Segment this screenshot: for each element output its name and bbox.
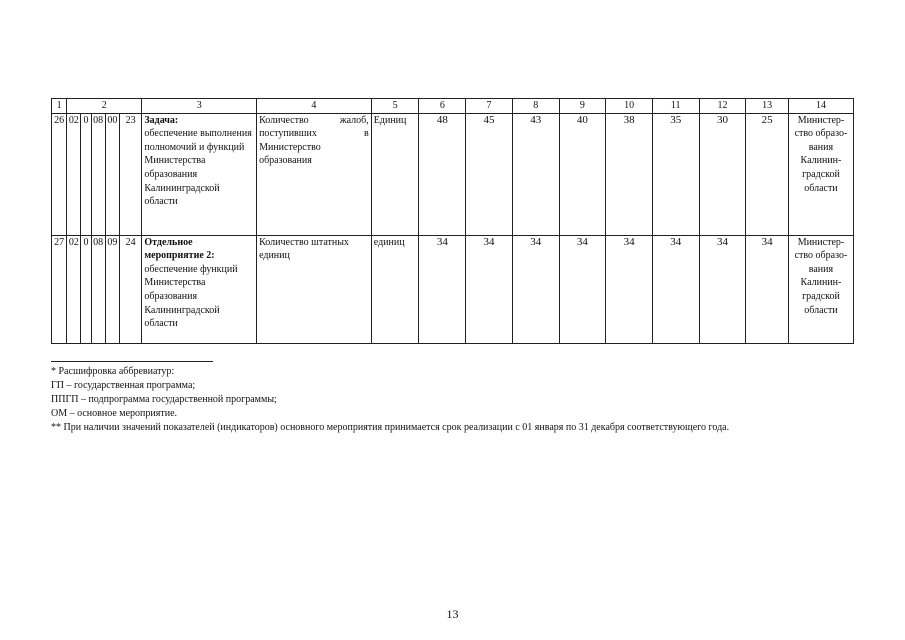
task-title: Отдельное мероприятие 2: [144, 236, 215, 262]
task-text: обеспечение функций Министерства образования Калининградской области [144, 263, 238, 330]
value-cell: 34 [419, 235, 466, 343]
code-cell: 08 [91, 113, 105, 235]
value-cell: 34 [466, 235, 513, 343]
value-cell: 34 [512, 235, 559, 343]
footnote-separator [51, 361, 213, 362]
header-cell: 14 [788, 99, 853, 114]
task-title: Задача: [144, 114, 179, 126]
unit-cell: единиц [371, 235, 419, 343]
header-cell: 9 [559, 99, 606, 114]
value-cell: 34 [746, 235, 789, 343]
code-cell: 0 [81, 235, 91, 343]
value-cell: 43 [512, 113, 559, 235]
executor-cell: Министер-ство образо-вания Калинин-градской области [788, 113, 853, 235]
code-cell: 08 [91, 235, 105, 343]
footnotes [51, 365, 871, 435]
page-number: 13 [446, 607, 459, 621]
footnote-ppgp: ППГП – подпрограмма государственной программы; [51, 394, 277, 405]
table-row [52, 113, 854, 235]
header-cell: 5 [371, 99, 419, 114]
code-cell: 00 [105, 113, 119, 235]
header-cell: 10 [606, 99, 653, 114]
footnote-gp: ГП – государственная программа; [51, 380, 196, 391]
header-cell: 6 [419, 99, 466, 114]
value-cell: 34 [606, 235, 653, 343]
code-cell: 0 [81, 113, 91, 235]
code-cell: 02 [67, 235, 81, 343]
footnote-double-star: ** При наличии значений показателей (индикаторов) основного мероприятия принимается срок реализации с 01 января по 31 декабря соответствующего года. [51, 422, 730, 433]
unit-cell: Единиц [371, 113, 419, 235]
value-cell: 34 [699, 235, 746, 343]
value-cell: 48 [419, 113, 466, 235]
header-cell: 1 [52, 99, 67, 114]
header-row [52, 99, 854, 114]
value-cell: 30 [699, 113, 746, 235]
indicator-cell: Количество штатных единиц [257, 235, 372, 343]
value-cell: 34 [559, 235, 606, 343]
value-cell: 38 [606, 113, 653, 235]
header-cell: 8 [512, 99, 559, 114]
table-row [52, 235, 854, 343]
value-cell: 34 [652, 235, 699, 343]
header-cell: 13 [746, 99, 789, 114]
row-number: 27 [52, 235, 67, 343]
task-cell [142, 235, 257, 343]
code-cell: 23 [119, 113, 141, 235]
header-cell: 12 [699, 99, 746, 114]
row-number: 26 [52, 113, 67, 235]
footnote-om: ОМ – основное мероприятие. [51, 408, 178, 419]
indicator-cell: Количество жалоб, поступивших в Министерство образования [257, 113, 372, 235]
header-cell: 3 [142, 99, 257, 114]
header-cell: 2 [67, 99, 142, 114]
indicators-table [51, 98, 854, 344]
code-cell: 09 [105, 235, 119, 343]
header-cell: 4 [257, 99, 372, 114]
header-cell: 11 [652, 99, 699, 114]
value-cell: 35 [652, 113, 699, 235]
code-cell: 24 [119, 235, 141, 343]
footnote-title: * Расшифровка аббревиатур: [51, 366, 175, 377]
value-cell: 25 [746, 113, 789, 235]
executor-cell: Министер-ство образо-вания Калинин-градской области [788, 235, 853, 343]
code-cell: 02 [67, 113, 81, 235]
value-cell: 45 [466, 113, 513, 235]
header-cell: 7 [466, 99, 513, 114]
task-text: обеспечение выполнения полномочий и функций Министерства образования Калининградской области [144, 128, 252, 208]
task-cell [142, 113, 257, 235]
value-cell: 40 [559, 113, 606, 235]
